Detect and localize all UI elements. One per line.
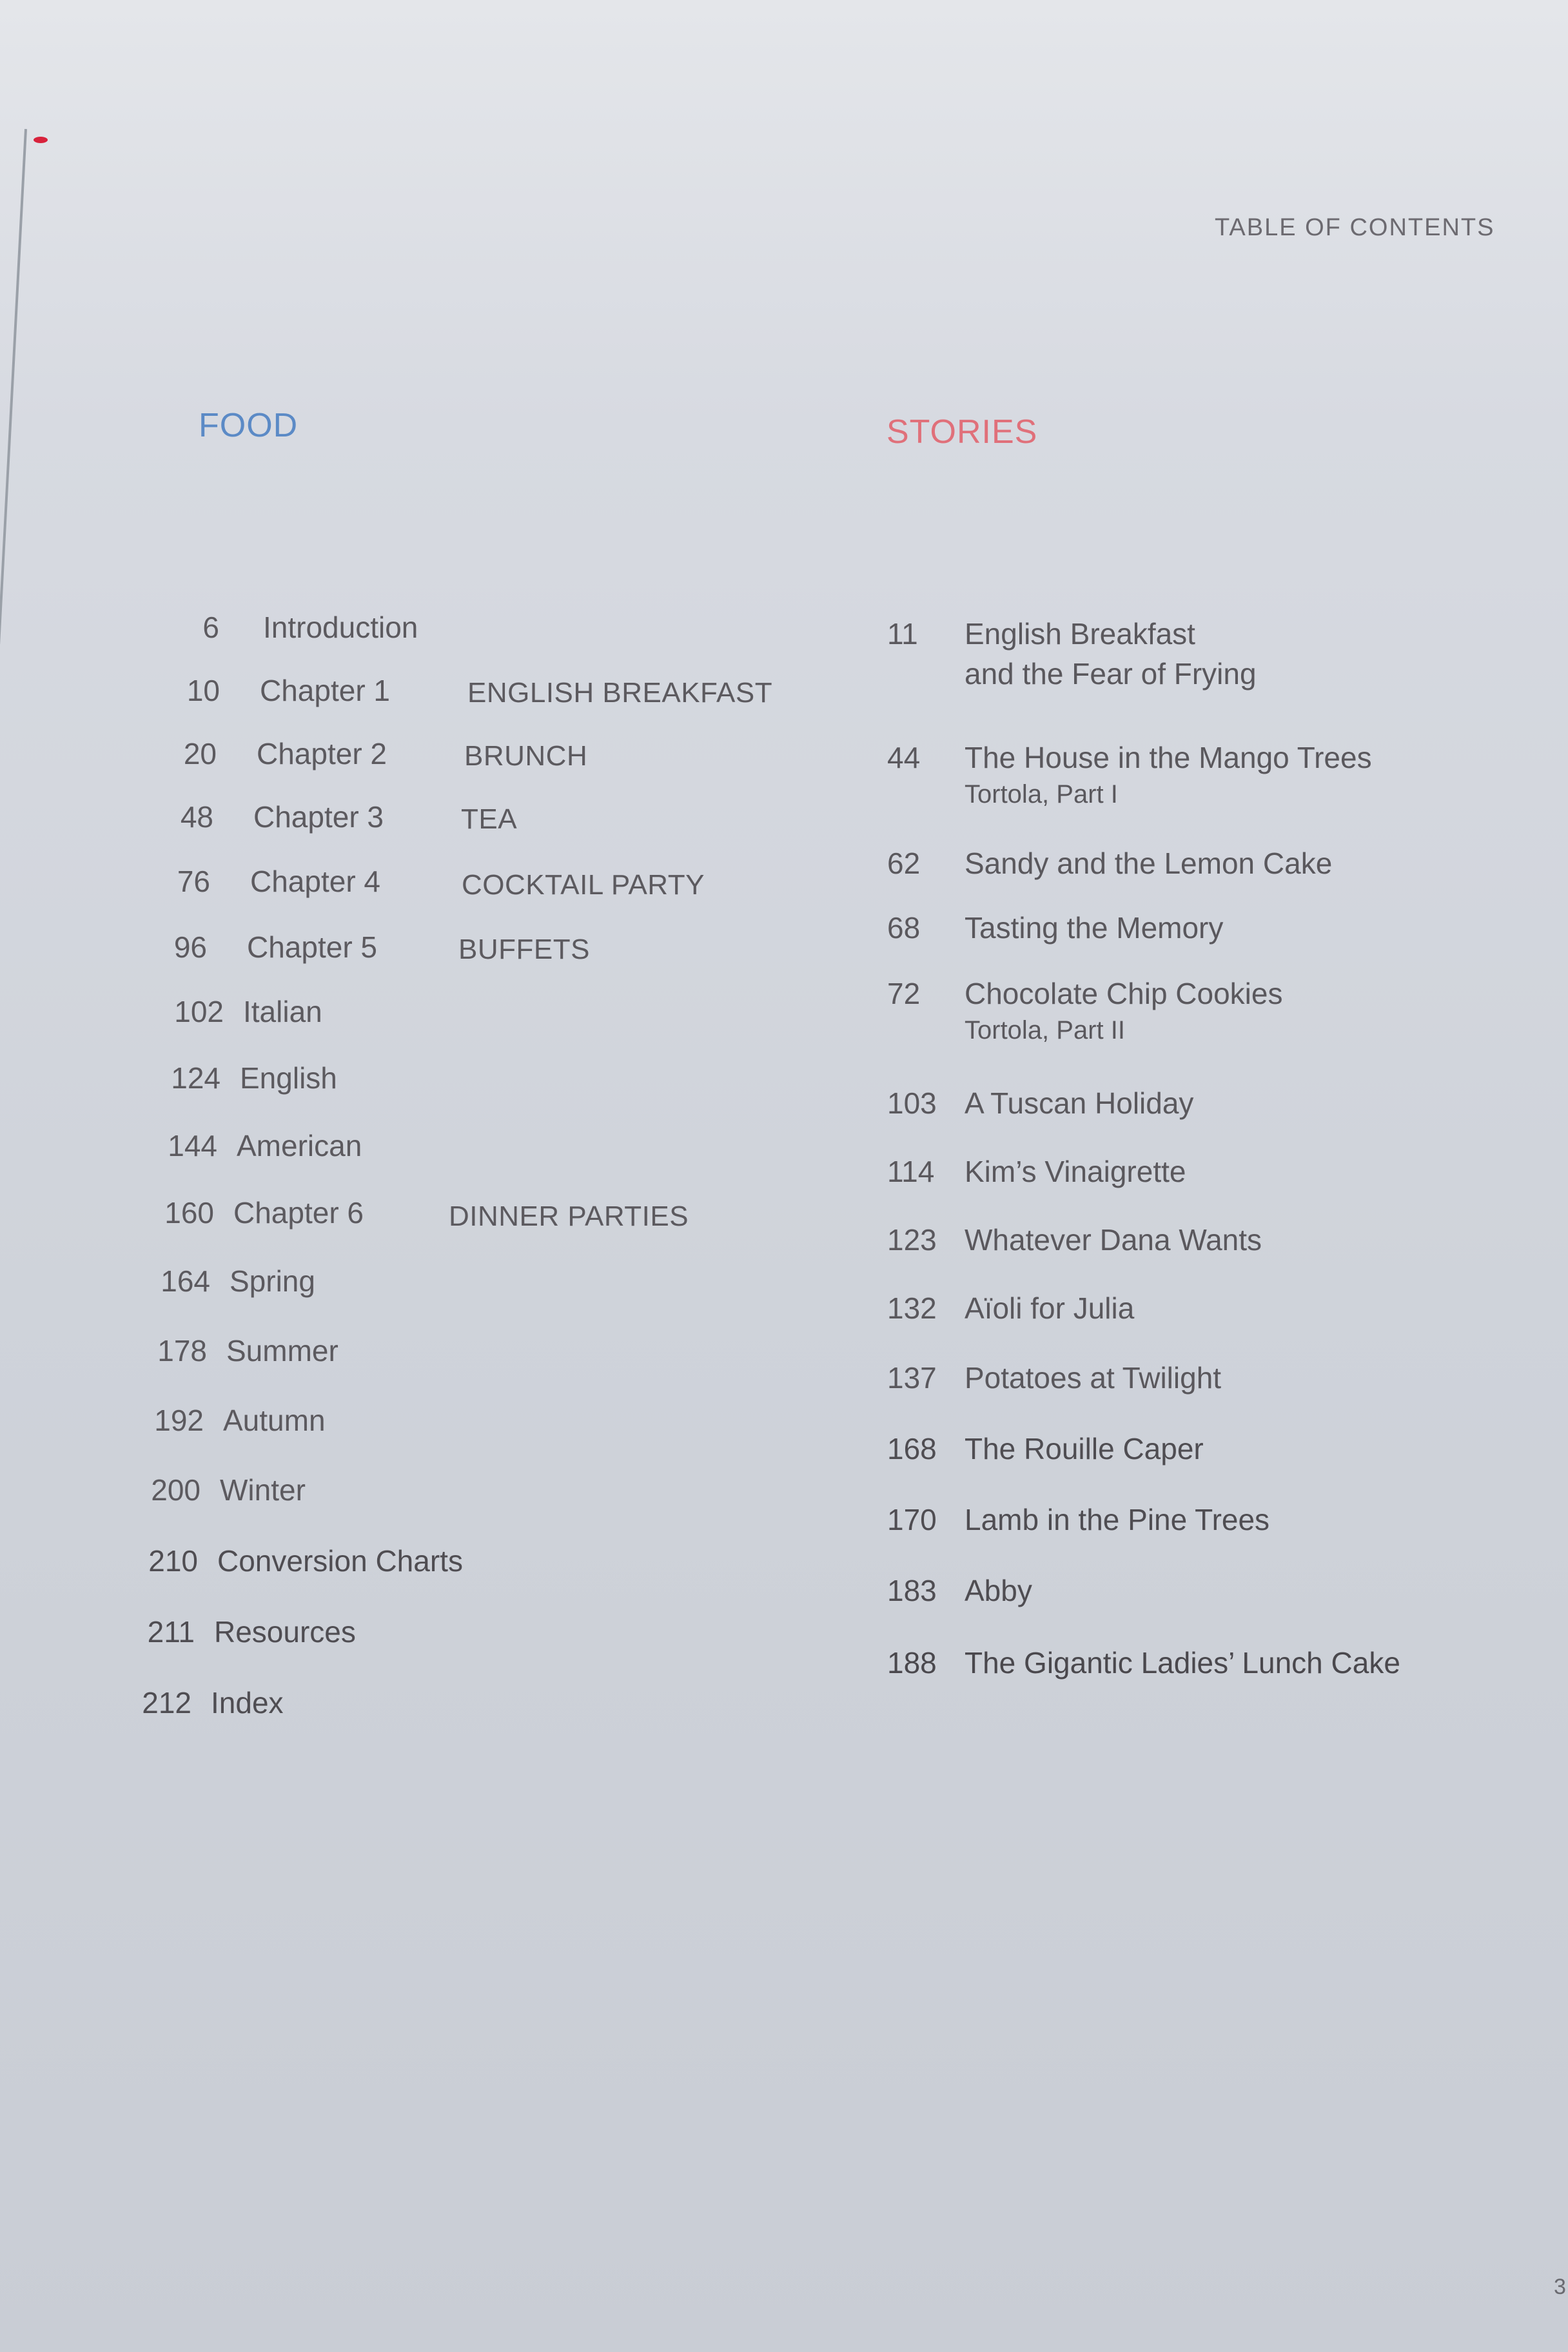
- page-number: 144: [168, 1129, 217, 1162]
- entry-label: Chapter 2: [257, 737, 387, 770]
- page-number: 11: [887, 617, 918, 651]
- page-number: 96: [173, 930, 207, 964]
- story-entry[interactable]: [887, 1154, 1186, 1189]
- story-title: The House in the Mango Trees: [965, 741, 1372, 774]
- story-entry[interactable]: [887, 740, 1372, 808]
- page-number: 178: [157, 1334, 207, 1367]
- story-entry[interactable]: [887, 1573, 1032, 1608]
- story-title: Sandy and the Lemon Cake: [965, 847, 1333, 880]
- entry-label: Summer: [226, 1334, 338, 1367]
- story-title: Potatoes at Twilight: [965, 1361, 1222, 1395]
- page-number: 132: [887, 1291, 937, 1325]
- entry-label: Spring: [230, 1264, 315, 1298]
- story-entry[interactable]: [887, 616, 1257, 691]
- story-title: The Gigantic Ladies’ Lunch Cake: [965, 1646, 1400, 1680]
- story-subtitle: and the Fear of Frying: [965, 657, 1257, 691]
- story-entry[interactable]: [887, 1291, 1135, 1326]
- page-number: 200: [151, 1473, 201, 1507]
- entry-label: Italian: [243, 995, 322, 1028]
- page-number: 170: [887, 1503, 937, 1536]
- entry-label: Winter: [220, 1473, 306, 1507]
- page-number: 44: [887, 741, 921, 774]
- food-entry-chapter-4[interactable]: [177, 864, 705, 901]
- story-title: Lamb in the Pine Trees: [965, 1503, 1270, 1536]
- food-entry-american[interactable]: [168, 1128, 362, 1163]
- food-entry-intro[interactable]: [202, 610, 418, 645]
- page-number: 68: [887, 911, 921, 945]
- page-number: 188: [887, 1646, 937, 1680]
- story-subtitle: Tortola, Part I: [965, 780, 1118, 808]
- food-entry-spring[interactable]: [161, 1264, 315, 1298]
- running-head: TABLE OF CONTENTS: [1215, 214, 1495, 241]
- page-number: 211: [147, 1615, 195, 1649]
- food-entry-english[interactable]: [171, 1061, 337, 1095]
- food-entry-chapter-1[interactable]: [186, 673, 773, 709]
- entry-label: Chapter 5: [247, 930, 378, 964]
- food-entry-chapter-5[interactable]: [173, 930, 590, 965]
- entry-label: Chapter 3: [253, 800, 384, 834]
- entry-label: Introduction: [263, 611, 418, 644]
- entry-label: Index: [211, 1686, 284, 1720]
- entry-label: English: [240, 1061, 337, 1095]
- page-number: 164: [161, 1264, 210, 1298]
- entry-label: Chapter 4: [250, 865, 381, 898]
- section-title: BUFFETS: [458, 934, 590, 965]
- entry-label: American: [237, 1129, 362, 1162]
- food-entry-chapter-2[interactable]: [183, 736, 588, 772]
- entry-label: Resources: [214, 1615, 356, 1649]
- story-entry[interactable]: [887, 976, 1283, 1044]
- page-number: 168: [887, 1432, 937, 1465]
- food-entry-autumn[interactable]: [154, 1403, 326, 1438]
- page-folio: 3: [1554, 2275, 1566, 2299]
- page-number: 114: [887, 1155, 935, 1188]
- page-number: 103: [887, 1086, 937, 1120]
- story-title: Chocolate Chip Cookies: [965, 977, 1283, 1010]
- stories-heading: STORIES: [887, 413, 1038, 451]
- food-entry-conversion-charts[interactable]: [148, 1544, 463, 1578]
- story-entry[interactable]: [887, 1086, 1194, 1121]
- section-title: ENGLISH BREAKFAST: [467, 677, 773, 709]
- food-entry-chapter-3[interactable]: [180, 799, 518, 835]
- page-number: 160: [164, 1196, 214, 1230]
- entry-label: Chapter 1: [260, 674, 391, 707]
- page-number: 10: [186, 674, 220, 707]
- page-number: 210: [148, 1544, 198, 1578]
- page-number: 72: [887, 977, 921, 1010]
- page-number: 6: [202, 611, 219, 644]
- story-entry[interactable]: [887, 1222, 1262, 1257]
- page-number: 20: [183, 737, 217, 770]
- story-title: Tasting the Memory: [965, 911, 1224, 945]
- story-subtitle: Tortola, Part II: [965, 1016, 1125, 1044]
- food-entry-summer[interactable]: [157, 1333, 338, 1368]
- section-title: BRUNCH: [464, 740, 588, 772]
- food-entry-chapter-6[interactable]: [164, 1195, 689, 1232]
- food-entry-winter[interactable]: [151, 1473, 306, 1507]
- page-number: 48: [180, 800, 213, 834]
- story-title: Kim’s Vinaigrette: [965, 1155, 1186, 1188]
- page-number: 124: [171, 1061, 220, 1095]
- story-title: Aïoli for Julia: [965, 1291, 1135, 1325]
- page-number: 123: [887, 1223, 937, 1257]
- story-entry[interactable]: [887, 846, 1333, 881]
- section-title: COCKTAIL PARTY: [462, 869, 705, 901]
- story-title: English Breakfast: [965, 617, 1195, 651]
- story-title: Abby: [965, 1574, 1032, 1607]
- food-entry-index[interactable]: [142, 1685, 284, 1720]
- entry-label: Chapter 6: [233, 1196, 364, 1230]
- entry-label: Conversion Charts: [217, 1544, 463, 1578]
- page-number: 62: [887, 847, 921, 880]
- story-entry[interactable]: [887, 1645, 1400, 1680]
- page-number: 137: [887, 1361, 937, 1395]
- page-number: 212: [142, 1686, 191, 1720]
- food-entry-resources[interactable]: [147, 1614, 356, 1649]
- page-number: 102: [174, 995, 224, 1028]
- page-number: 76: [177, 865, 210, 898]
- section-title: DINNER PARTIES: [449, 1200, 689, 1232]
- story-title: Whatever Dana Wants: [965, 1223, 1262, 1257]
- story-entry[interactable]: [887, 1360, 1222, 1395]
- story-entry[interactable]: [887, 1431, 1204, 1466]
- page-number: 192: [154, 1404, 204, 1437]
- entry-label: Autumn: [223, 1404, 326, 1437]
- page-number: 183: [887, 1574, 937, 1607]
- story-title: A Tuscan Holiday: [965, 1086, 1194, 1120]
- story-entry[interactable]: [887, 910, 1224, 945]
- story-title: The Rouille Caper: [965, 1432, 1204, 1465]
- story-entry[interactable]: [887, 1502, 1270, 1537]
- food-entry-italian[interactable]: [174, 994, 322, 1029]
- food-heading: FOOD: [199, 407, 299, 444]
- book-spine-edge: [0, 129, 27, 644]
- section-title: TEA: [461, 803, 518, 835]
- ribbon-bookmark-icon: [34, 137, 48, 143]
